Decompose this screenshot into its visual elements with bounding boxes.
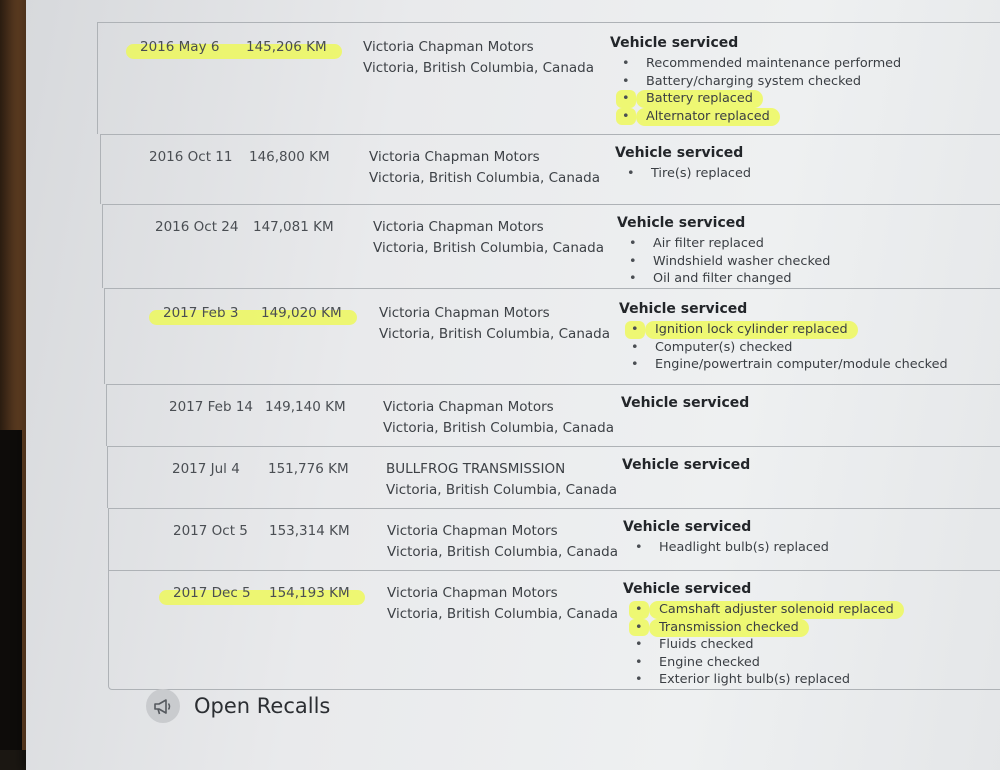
service-date: 2016 Oct 11 — [149, 149, 233, 165]
service-item-text: Ignition lock cylinder replaced — [645, 321, 858, 339]
printed-page — [26, 0, 1000, 770]
shop-name: BULLFROG TRANSMISSION — [386, 461, 566, 477]
open-recalls-heading: Open Recalls — [194, 694, 331, 718]
service-item-text: Camshaft adjuster solenoid replaced — [649, 601, 904, 619]
service-item — [617, 270, 830, 288]
shop-location: Victoria, British Columbia, Canada — [386, 482, 617, 498]
service-items — [623, 601, 904, 689]
service-details — [623, 581, 904, 689]
service-title: Vehicle serviced — [610, 35, 739, 51]
service-item-text: Headlight bulb(s) replaced — [659, 540, 829, 555]
shop-location: Victoria, British Columbia, Canada — [363, 60, 594, 76]
service-item-text: Recommended maintenance performed — [646, 56, 902, 71]
service-item-text: Computer(s) checked — [655, 339, 793, 355]
history-row — [106, 384, 1000, 446]
service-shop — [387, 583, 618, 625]
service-item-text: Alternator replaced — [636, 108, 780, 126]
history-row — [97, 22, 1000, 134]
service-item — [623, 636, 904, 654]
service-date: 2016 May 6 — [140, 39, 220, 55]
service-items — [619, 321, 948, 374]
service-title: Vehicle serviced — [623, 581, 752, 597]
service-title: Vehicle serviced — [619, 301, 748, 317]
service-date: 2017 Feb 3 — [163, 305, 239, 321]
service-items — [623, 539, 829, 557]
megaphone-icon — [146, 689, 180, 723]
service-item-text: Windshield washer checked — [653, 253, 831, 269]
service-item-text: Battery replaced — [636, 90, 763, 108]
history-row — [102, 204, 1000, 288]
service-item-text: Fluids checked — [659, 637, 754, 652]
service-details — [622, 457, 750, 473]
service-item — [617, 235, 830, 253]
service-details — [615, 145, 751, 183]
service-item-text: Oil and filter changed — [653, 271, 792, 286]
shop-name: Victoria Chapman Motors — [369, 149, 540, 165]
service-shop — [386, 459, 617, 501]
service-shop — [363, 37, 594, 79]
shop-location: Victoria, British Columbia, Canada — [379, 326, 610, 342]
service-shop — [383, 397, 614, 439]
service-details — [623, 519, 829, 557]
service-date: 2017 Feb 14 — [169, 399, 254, 415]
service-shop — [387, 521, 618, 563]
service-item — [610, 108, 901, 126]
shop-location: Victoria, British Columbia, Canada — [387, 606, 618, 622]
service-date: 2016 Oct 24 — [155, 219, 239, 235]
service-item — [623, 539, 829, 557]
service-item — [610, 73, 901, 91]
service-title: Vehicle serviced — [623, 519, 752, 535]
shop-location: Victoria, British Columbia, Canada — [383, 420, 614, 436]
service-details — [617, 215, 830, 288]
shop-name: Victoria Chapman Motors — [363, 39, 534, 55]
odometer-reading: 145,206 KM — [246, 39, 327, 55]
service-details — [619, 301, 948, 374]
open-recalls-section[interactable] — [146, 686, 330, 726]
service-item — [619, 339, 948, 357]
service-item-text: Tire(s) replaced — [651, 166, 751, 181]
service-item — [615, 165, 751, 183]
service-items — [617, 235, 830, 288]
service-shop — [373, 217, 604, 259]
odometer-reading: 151,776 KM — [268, 461, 349, 477]
service-items — [615, 165, 751, 183]
shop-name: Victoria Chapman Motors — [373, 219, 544, 235]
service-title: Vehicle serviced — [622, 457, 751, 473]
service-item — [623, 619, 904, 637]
service-item — [617, 253, 830, 271]
service-shop — [379, 303, 610, 345]
service-title: Vehicle serviced — [617, 215, 746, 231]
service-details — [610, 35, 901, 125]
odometer-reading: 149,020 KM — [261, 305, 342, 321]
service-title: Vehicle serviced — [621, 395, 750, 411]
history-row — [107, 446, 1000, 508]
service-date: 2017 Dec 5 — [173, 585, 251, 601]
service-item-text: Engine checked — [659, 654, 760, 670]
odometer-reading: 146,800 KM — [249, 149, 330, 165]
odometer-reading: 154,193 KM — [269, 585, 350, 601]
shop-location: Victoria, British Columbia, Canada — [373, 240, 604, 256]
shop-location: Victoria, British Columbia, Canada — [369, 170, 600, 186]
odometer-reading: 147,081 KM — [253, 219, 334, 235]
shop-name: Victoria Chapman Motors — [379, 305, 550, 321]
history-row — [108, 508, 1000, 570]
history-row — [108, 570, 1000, 690]
service-item-text: Engine/powertrain computer/module checked — [655, 357, 948, 372]
service-date: 2017 Jul 4 — [172, 461, 240, 477]
service-item — [619, 321, 948, 339]
shop-name: Victoria Chapman Motors — [383, 399, 554, 415]
desk-shadow — [0, 430, 22, 750]
service-item — [623, 671, 904, 689]
service-details — [621, 395, 749, 411]
service-item-text: Exterior light bulb(s) replaced — [659, 672, 850, 687]
service-item — [610, 55, 901, 73]
odometer-reading: 149,140 KM — [265, 399, 346, 415]
shop-name: Victoria Chapman Motors — [387, 585, 558, 601]
service-item — [623, 601, 904, 619]
service-item-text: Air filter replaced — [653, 236, 764, 251]
service-item-text: Transmission checked — [649, 619, 809, 637]
service-title: Vehicle serviced — [615, 145, 744, 161]
service-item — [610, 90, 901, 108]
service-item — [619, 356, 948, 374]
service-shop — [369, 147, 600, 189]
history-row — [104, 288, 1000, 384]
shop-location: Victoria, British Columbia, Canada — [387, 544, 618, 560]
service-items — [610, 55, 901, 125]
service-history-table — [98, 0, 1000, 690]
service-item-text: Battery/charging system checked — [646, 73, 862, 89]
service-date: 2017 Oct 5 — [173, 523, 248, 539]
odometer-reading: 153,314 KM — [269, 523, 350, 539]
history-row — [100, 134, 1000, 204]
shop-name: Victoria Chapman Motors — [387, 523, 558, 539]
service-item — [623, 654, 904, 672]
